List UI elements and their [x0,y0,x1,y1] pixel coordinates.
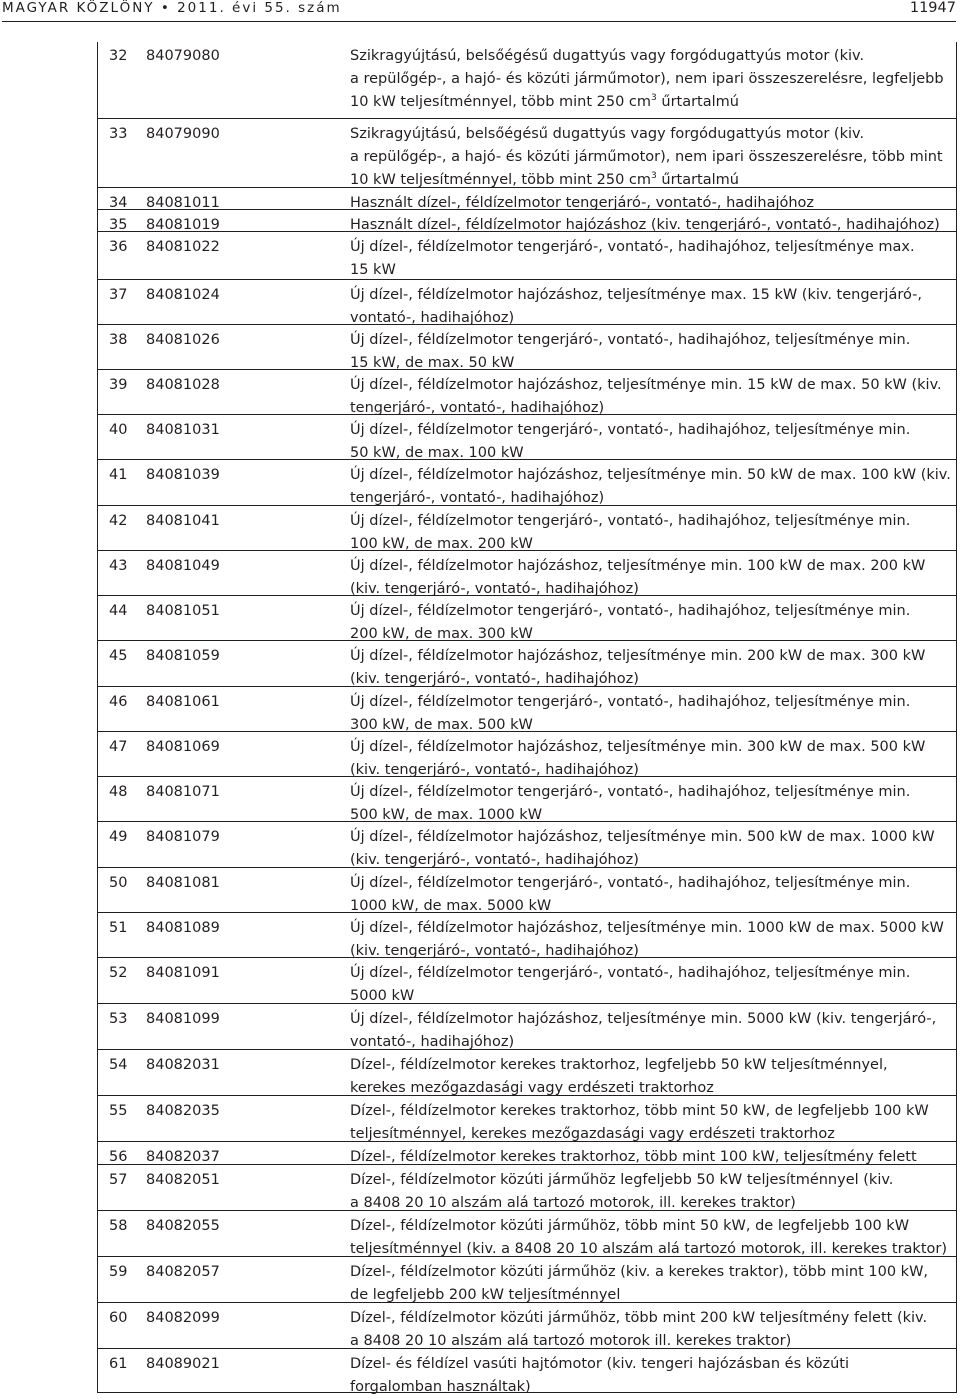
row-description: Új dízel-, féldízelmotor hajózáshoz, teljesítménye min. 15 kW de max. 50 kW (kiv. tengerjáró-, vontató-, hadihajóhoz) [350,377,942,416]
row-description: Dízel-, féldízelmotor közúti járműhöz (kiv. a kerekes traktor), több mint 100 kW, de legfeljebb 200 kW teljesítménnyel [350,1264,929,1303]
row-description: Új dízel-, féldízelmotor tengerjáró-, vontató-, hadihajóhoz, teljesítménye min. 1000 kW, de max. 5000 kW [350,875,911,914]
row-description: Új dízel-, féldízelmotor tengerjáró-, vontató-, hadihajóhoz, teljesítménye min. 100 kW, de max. 200 kW [350,513,911,552]
tariff-code: 84082051 [146,1172,220,1188]
tariff-code: 84081031 [146,422,220,438]
row-number: 48 [109,784,128,800]
row-description: Új dízel-, féldízelmotor tengerjáró-, vontató-, hadihajóhoz, teljesítménye min. 500 kW, de max. 1000 kW [350,784,911,823]
tariff-code: 84081024 [146,287,220,303]
row-description: Dízel-, féldízelmotor közúti járműhöz legfeljebb 50 kW teljesítménnyel (kiv. a 8408 20 10 alszám alá tartozó motorok, ill. kerekes traktor) [350,1172,894,1211]
table-row [98,1095,956,1142]
table-row [98,912,956,958]
row-description: Dízel-, féldízelmotor kerekes traktorhoz, legfeljebb 50 kW teljesítménnyel, kerekes mezőgazdasági vagy erdészeti traktorhoz [350,1057,888,1096]
row-description: Új dízel-, féldízelmotor hajózáshoz, teljesítménye max. 15 kW (kiv. tengerjáró-, vontató-, hadihajóhoz) [350,287,922,326]
row-number: 38 [109,332,128,348]
tariff-code: 84081039 [146,467,220,483]
tariff-code: 84079090 [146,126,220,142]
row-number: 34 [109,195,128,211]
tariff-code: 84081099 [146,1011,220,1027]
table-row [98,414,956,460]
row-description: Új dízel-, féldízelmotor hajózáshoz, teljesítménye min. 5000 kW (kiv. tengerjáró-, vontató-, hadihajóhoz) [350,1011,937,1050]
table-row [98,821,956,868]
row-number: 51 [109,920,128,936]
table-row [98,505,956,551]
row-description: Dízel-, féldízelmotor közúti járműhöz, több mint 50 kW, de legfeljebb 100 kW teljesítménnyel (kiv. a 8408 20 10 alszám alá tartozó motorok, ill. kerekes traktor) [350,1218,948,1257]
row-description: Új dízel-, féldízelmotor tengerjáró-, vontató-, hadihajóhoz, teljesítménye min. 15 kW, de max. 50 kW [350,332,911,371]
table-row [98,279,956,325]
row-number: 42 [109,513,128,529]
table-row [98,957,956,1004]
row-description: Új dízel-, féldízelmotor tengerjáró-, vontató-, hadihajóhoz, teljesítménye min. 50 kW, de max. 100 kW [350,422,911,461]
row-description: Dízel-, féldízelmotor kerekes traktorhoz, több mint 100 kW, teljesítmény felett [350,1149,917,1165]
publication-title: MAGYAR KÖZLÖNY • 2011. évi 55. szám [2,0,342,16]
table-row [98,1348,956,1394]
row-number: 35 [109,217,128,233]
tariff-table [97,42,957,1393]
row-number: 50 [109,875,128,891]
row-description: Dízel-, féldízelmotor kerekes traktorhoz, több mint 50 kW, de legfeljebb 100 kW teljesítménnyel, kerekes mezőgazdasági vagy erdészeti traktorhoz [350,1103,929,1142]
table-row [98,1210,956,1257]
tariff-code: 84081041 [146,513,220,529]
tariff-code: 84081019 [146,217,220,233]
table-row [98,1003,956,1050]
table-row [98,640,956,687]
row-description: Új dízel-, féldízelmotor hajózáshoz, teljesítménye min. 100 kW de max. 200 kW (kiv. tengerjáró-, vontató-, hadihajóhoz) [350,558,926,597]
tariff-code: 84082099 [146,1310,220,1326]
row-number: 54 [109,1057,128,1073]
tariff-code: 84081011 [146,195,220,211]
tariff-code: 84081091 [146,965,220,981]
table-row [98,324,956,370]
row-description: Új dízel-, féldízelmotor hajózáshoz, teljesítménye min. 1000 kW de max. 5000 kW (kiv. tengerjáró-, vontató-, hadihajóhoz) [350,920,944,959]
table-row [98,1302,956,1349]
row-number: 33 [109,126,128,142]
row-description: Új dízel-, féldízelmotor hajózáshoz, teljesítménye min. 500 kW de max. 1000 kW (kiv. tengerjáró-, vontató-, hadihajóhoz) [350,829,935,868]
row-description: Új dízel-, féldízelmotor tengerjáró-, vontató-, hadihajóhoz, teljesítménye min. 300 kW, de max. 500 kW [350,694,911,733]
row-number: 41 [109,467,128,483]
row-description: Új dízel-, féldízelmotor tengerjáró-, vontató-, hadihajóhoz, teljesítménye max. 15 kW [350,239,915,278]
row-description: Használt dízel-, féldízelmotor hajózáshoz (kiv. tengerjáró-, vontató-, hadihajóhoz) [350,217,940,233]
table-row [98,550,956,596]
tariff-code: 84082037 [146,1149,220,1165]
tariff-code: 84082057 [146,1264,220,1280]
row-number: 37 [109,287,128,303]
row-number: 39 [109,377,128,393]
tariff-code: 84089021 [146,1356,220,1372]
row-description: Szikragyújtású, belsőégésű dugattyús vagy forgódugattyús motor (kiv. a repülőgép-, a hajó- és közúti járműmotor), nem ipari összeszerelésre, több mint 10 kW teljesítménnyel, több mint 250 $cm^3$ űrtartalmú [350,126,943,188]
tariff-code: 84081061 [146,694,220,710]
tariff-code: 84079080 [146,48,220,64]
table-row [98,459,956,506]
row-number: 55 [109,1103,128,1119]
row-description: Új dízel-, féldízelmotor hajózáshoz, teljesítménye min. 300 kW de max. 500 kW (kiv. tengerjáró-, vontató-, hadihajóhoz) [350,739,926,778]
table-row [98,1256,956,1303]
tariff-code: 84081089 [146,920,220,936]
table-row [98,1141,956,1165]
table-row [98,776,956,822]
table-row [98,686,956,732]
row-number: 36 [109,239,128,255]
row-number: 45 [109,648,128,664]
row-description: Dízel- és féldízel vasúti hajtómotor (kiv. tengeri hajózásban és közúti forgalomban használtak) [350,1356,849,1395]
tariff-code: 84082055 [146,1218,220,1234]
table-row [98,187,956,210]
tariff-code: 84081049 [146,558,220,574]
tariff-code: 84081051 [146,603,220,619]
tariff-code: 84081081 [146,875,220,891]
tariff-code: 84081059 [146,648,220,664]
row-number: 47 [109,739,128,755]
row-number: 52 [109,965,128,981]
row-description: Új dízel-, féldízelmotor hajózáshoz, teljesítménye min. 50 kW de max. 100 kW (kiv. tengerjáró-, vontató-, hadihajóhoz) [350,467,951,506]
row-number: 60 [109,1310,128,1326]
table-row [98,1164,956,1211]
page-header [2,0,956,24]
row-number: 58 [109,1218,128,1234]
row-number: 53 [109,1011,128,1027]
table-row [98,1049,956,1096]
table-row [98,731,956,777]
tariff-code: 84081071 [146,784,220,800]
table-row [98,595,956,641]
tariff-code: 84081079 [146,829,220,845]
tariff-code: 84082031 [146,1057,220,1073]
tariff-code: 84082035 [146,1103,220,1119]
row-number: 43 [109,558,128,574]
row-number: 56 [109,1149,128,1165]
table-row [98,369,956,415]
row-number: 61 [109,1356,128,1372]
page-number: 11947 [909,0,956,16]
row-description: Új dízel-, féldízelmotor tengerjáró-, vontató-, hadihajóhoz, teljesítménye min. 5000 kW [350,965,911,1004]
tariff-code: 84081026 [146,332,220,348]
tariff-code: 84081022 [146,239,220,255]
row-description: Új dízel-, féldízelmotor hajózáshoz, teljesítménye min. 200 kW de max. 300 kW (kiv. tengerjáró-, vontató-, hadihajóhoz) [350,648,926,687]
row-number: 59 [109,1264,128,1280]
row-number: 57 [109,1172,128,1188]
row-number: 40 [109,422,128,438]
tariff-code: 84081069 [146,739,220,755]
row-description: Új dízel-, féldízelmotor tengerjáró-, vontató-, hadihajóhoz, teljesítménye min. 200 kW, de max. 300 kW [350,603,911,642]
tariff-code: 84081028 [146,377,220,393]
row-description: Használt dízel-, féldízelmotor tengerjáró-, vontató-, hadihajóhoz [350,195,815,211]
header-rule [2,21,956,22]
row-number: 44 [109,603,128,619]
table-row [98,209,956,232]
table-row [98,867,956,913]
row-number: 49 [109,829,128,845]
row-description: Szikragyújtású, belsőégésű dugattyús vagy forgódugattyús motor (kiv. a repülőgép-, a hajó- és közúti járműmotor), nem ipari összeszerelésre, legfeljebb 10 kW teljesítménnyel, több mint 250 $cm^3$ űrtartalmú [350,48,944,110]
table-row [98,118,956,188]
table-row [98,231,956,280]
row-number: 46 [109,694,128,710]
table-row [98,42,956,118]
row-number: 32 [109,48,128,64]
row-description: Dízel-, féldízelmotor közúti járműhöz, több mint 200 kW teljesítmény felett (kiv. a 8408 20 10 alszám alá tartozó motorok ill. kerekes traktor) [350,1310,928,1349]
